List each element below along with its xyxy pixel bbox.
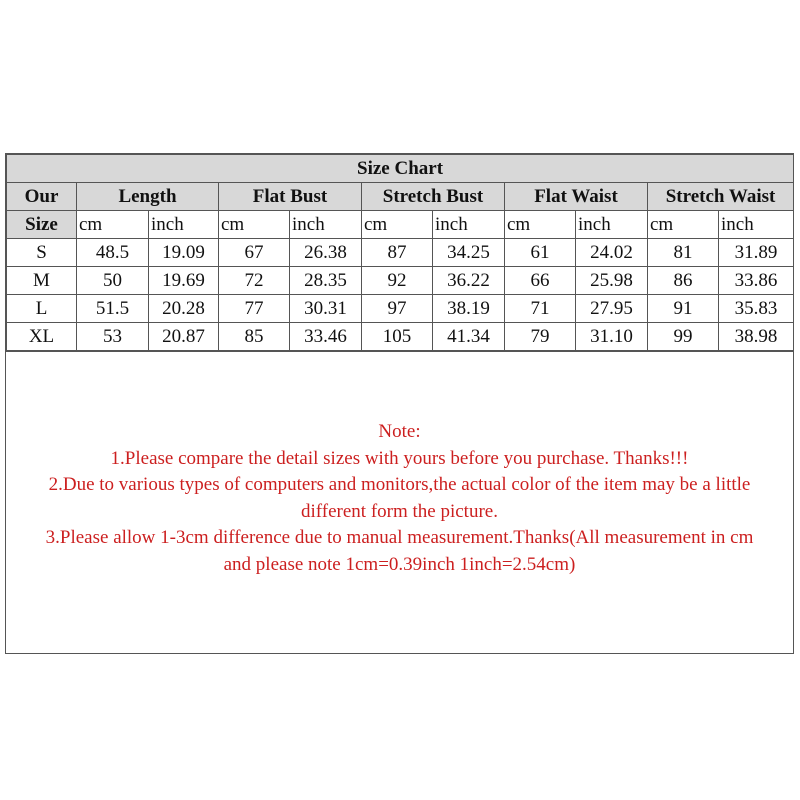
value-cell: 61	[505, 239, 576, 267]
value-cell: 50	[77, 267, 149, 295]
value-cell: 24.02	[576, 239, 648, 267]
value-cell: 33.86	[719, 267, 794, 295]
size-header-bottom: Size	[7, 211, 77, 239]
unit-cell: cm	[219, 211, 290, 239]
value-cell: 38.19	[433, 295, 505, 323]
table-row	[7, 295, 794, 323]
value-cell: 67	[219, 239, 290, 267]
note-line: 1.Please compare the detail sizes with yours before you purchase. Thanks!!!	[110, 447, 689, 469]
value-cell: 48.5	[77, 239, 149, 267]
table-row	[7, 239, 794, 267]
value-cell: 99	[648, 323, 719, 351]
size-header-top: Our	[7, 183, 77, 211]
value-cell: 66	[505, 267, 576, 295]
table-row	[7, 323, 794, 351]
value-cell: 35.83	[719, 295, 794, 323]
value-cell: 87	[362, 239, 433, 267]
unit-cell: inch	[149, 211, 219, 239]
unit-cell: cm	[505, 211, 576, 239]
group-header-stretch-bust: Stretch Bust	[362, 183, 505, 211]
unit-cell: inch	[576, 211, 648, 239]
value-cell: 92	[362, 267, 433, 295]
table-title: Size Chart	[7, 155, 794, 183]
group-header-flat-waist: Flat Waist	[505, 183, 648, 211]
size-cell: L	[7, 295, 77, 323]
note-line: different form the picture.	[301, 500, 498, 522]
size-cell: XL	[7, 323, 77, 351]
value-cell: 71	[505, 295, 576, 323]
value-cell: 53	[77, 323, 149, 351]
table-body	[7, 239, 794, 351]
size-table	[6, 154, 794, 351]
value-cell: 86	[648, 267, 719, 295]
group-header-stretch-waist: Stretch Waist	[648, 183, 794, 211]
value-cell: 19.09	[149, 239, 219, 267]
value-cell: 51.5	[77, 295, 149, 323]
size-chart	[5, 153, 794, 654]
note-line: and please note 1cm=0.39inch 1inch=2.54cm)	[223, 553, 576, 575]
note-line: 3.Please allow 1-3cm difference due to manual measurement.Thanks(All measurement in cm	[45, 527, 754, 548]
value-cell: 28.35	[290, 267, 362, 295]
value-cell: 105	[362, 323, 433, 351]
value-cell: 77	[219, 295, 290, 323]
note-heading: Note:	[378, 421, 421, 442]
size-cell: S	[7, 239, 77, 267]
value-cell: 34.25	[433, 239, 505, 267]
note-line: 2.Due to various types of computers and monitors,the actual color of the item may be a little	[48, 474, 751, 495]
value-cell: 20.28	[149, 295, 219, 323]
value-cell: 20.87	[149, 323, 219, 351]
value-cell: 85	[219, 323, 290, 351]
value-cell: 41.34	[433, 323, 505, 351]
unit-cell: inch	[290, 211, 362, 239]
value-cell: 31.10	[576, 323, 648, 351]
value-cell: 38.98	[719, 323, 794, 351]
value-cell: 72	[219, 267, 290, 295]
value-cell: 36.22	[433, 267, 505, 295]
value-cell: 26.38	[290, 239, 362, 267]
unit-cell: inch	[719, 211, 794, 239]
value-cell: 19.69	[149, 267, 219, 295]
value-cell: 79	[505, 323, 576, 351]
value-cell: 81	[648, 239, 719, 267]
size-cell: M	[7, 267, 77, 295]
note-section	[6, 351, 793, 653]
value-cell: 97	[362, 295, 433, 323]
unit-cell: inch	[433, 211, 505, 239]
unit-cell: cm	[362, 211, 433, 239]
value-cell: 30.31	[290, 295, 362, 323]
table-row	[7, 267, 794, 295]
value-cell: 33.46	[290, 323, 362, 351]
group-header-length: Length	[77, 183, 219, 211]
value-cell: 91	[648, 295, 719, 323]
unit-cell: cm	[648, 211, 719, 239]
group-header-flat-bust: Flat Bust	[219, 183, 362, 211]
value-cell: 27.95	[576, 295, 648, 323]
value-cell: 25.98	[576, 267, 648, 295]
value-cell: 31.89	[719, 239, 794, 267]
unit-cell: cm	[77, 211, 149, 239]
